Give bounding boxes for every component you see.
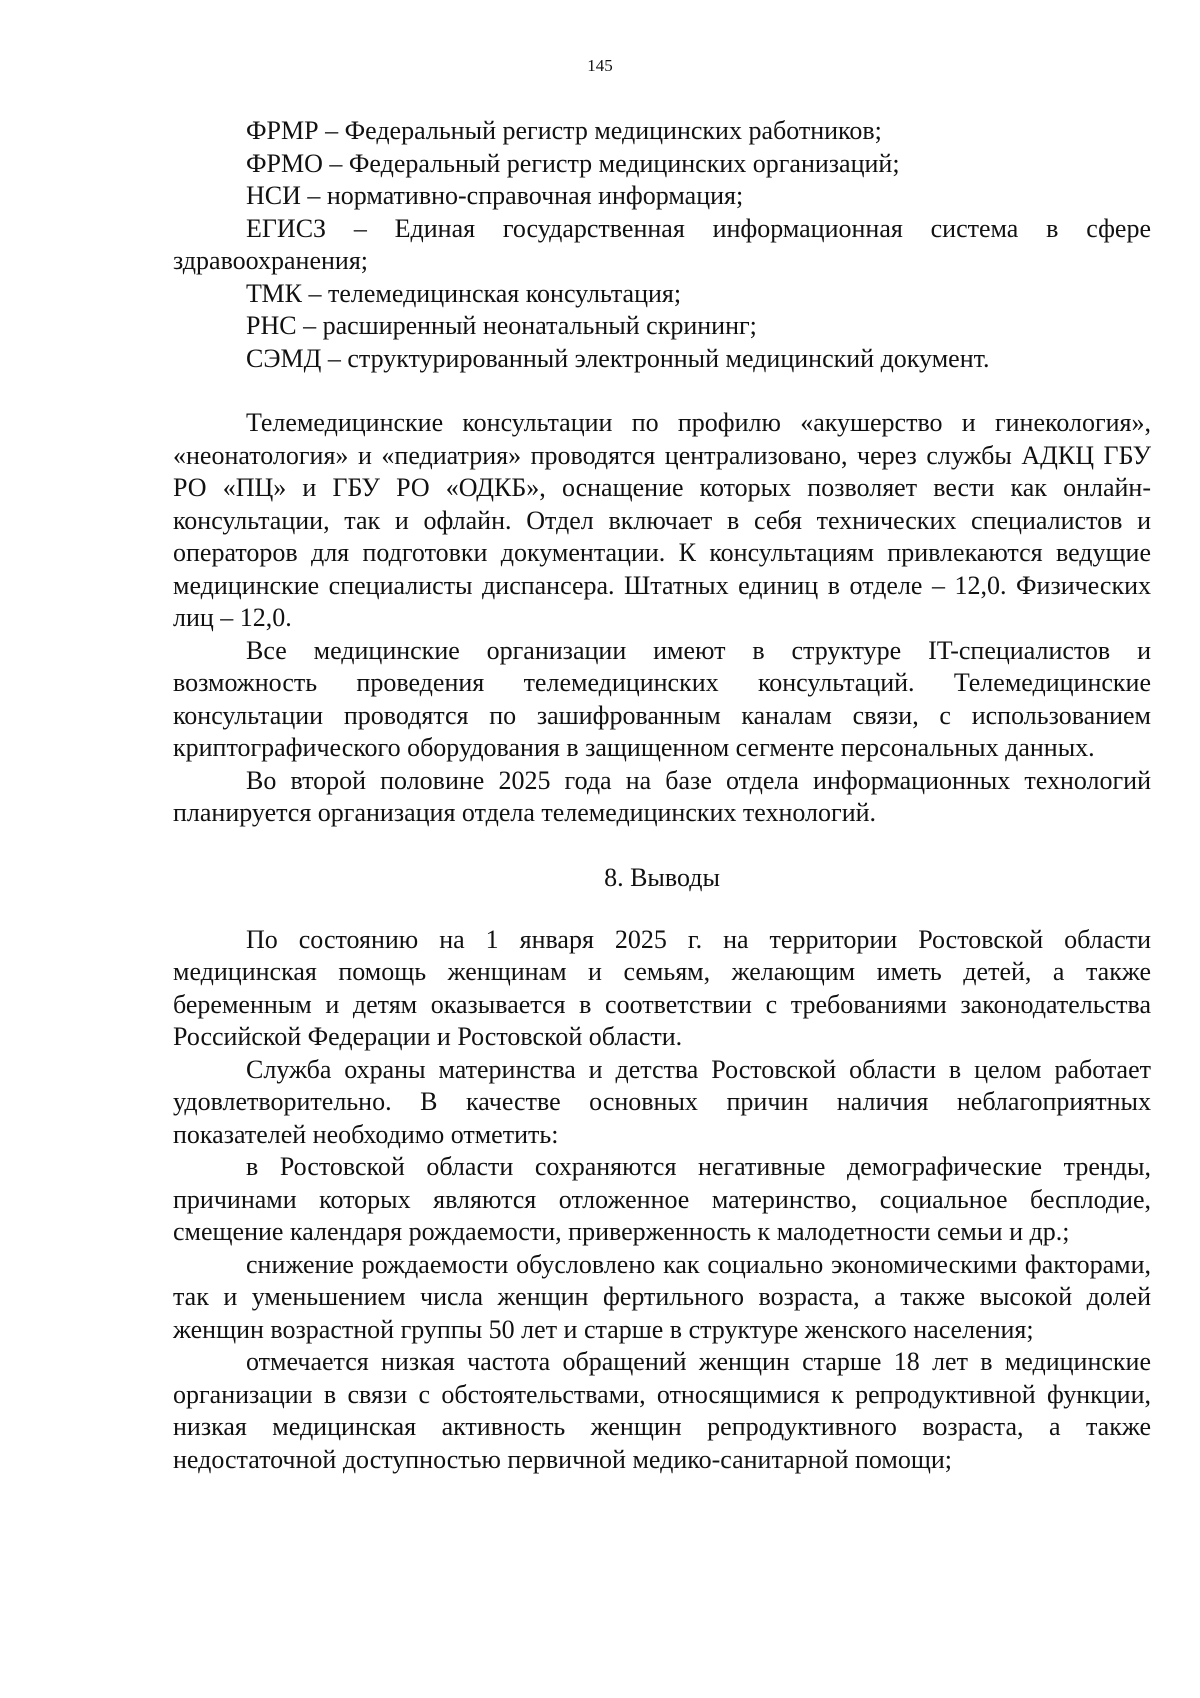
conclusions-section <box>173 924 1151 1477</box>
paragraph-conclusion-service: Служба охраны материнства и детства Ростовской области в целом работает удовлетворительно. В качестве основных причин наличия неблагоприятных показателей необходимо отметить: <box>173 1054 1151 1149</box>
telemedicine-section <box>173 407 1151 830</box>
abbreviation-frmr: ФРМР – Федеральный регистр медицинских работников; <box>246 116 882 145</box>
abbreviation-frmo: ФРМО – Федеральный регистр медицинских организаций; <box>246 148 900 178</box>
abbreviation-semd: СЭМД – структурированный электронный медицинский документ. <box>246 343 990 373</box>
paragraph-conclusion-activity: отмечается низкая частота обращений женщин старше 18 лет в медицинские организации в связи с обстоятельствами, относящимися к репродуктивной функции, низкая медицинская активность женщин репродуктивного возраста, а также недостаточной доступностью первичной медико-санитарной помощи; <box>173 1347 1151 1474</box>
abbreviation-tmk: ТМК – телемедицинская консультация; <box>246 278 682 308</box>
abbreviation-egisz: ЕГИСЗ – Единая государственная информационная система в сфере здравоохранения; <box>173 213 1151 275</box>
page-content <box>173 115 1151 1476</box>
paragraph-telemedicine-centralized: Телемедицинские консультации по профилю «акушерство и гинекология», «неонатология» и «педиатрия» проводятся централизовано, через службы АДКЦ ГБУ РО «ПЦ» и ГБУ РО «ОДКБ», оснащение которых позволяет вести как онлайн-консультации, так и офлайн. Отдел включает в себя технических специалистов и операторов для подготовки документации. К консультациям привлекаются ведущие медицинские специалисты диспансера. Штатных единиц в отделе – 12,0. Физических лиц – 12,0. <box>173 408 1151 632</box>
paragraph-telemedicine-plans: Во второй половине 2025 года на базе отдела информационных технологий планируется организация отдела телемедицинских технологий. <box>173 765 1151 827</box>
paragraph-conclusion-demography: в Ростовской области сохраняются негативные демографические тренды, причинами которых являются отложенное материнство, социальное бесплодие, смещение календаря рождаемости, приверженность к малодетности семьи и др.; <box>173 1152 1151 1246</box>
paragraph-telemedicine-organizations: Все медицинские организации имеют в структуре IT-специалистов и возможность проведения телемедицинских консультаций. Телемедицинские консультации проводятся по зашифрованным каналам связи, с использованием криптографического оборудования в защищенном сегменте персональных данных. <box>173 635 1151 762</box>
paragraph-conclusion-birthrate: снижение рождаемости обусловлено как социально экономическими факторами, так и уменьшением числа женщин фертильного возраста, а также высокой долей женщин возрастной группы 50 лет и старше в структуре женского населения; <box>173 1249 1151 1344</box>
section-title: 8. Выводы <box>604 862 720 892</box>
paragraph-conclusion-status: По состоянию на 1 января 2025 г. на территории Ростовской области медицинская помощь женщинам и семьям, желающим иметь детей, а также беременным и детям оказывается в соответствии с требованиями законодательства Российской Федерации и Ростовской области. <box>173 924 1151 1051</box>
abbreviation-rns: РНС – расширенный неонатальный скрининг; <box>246 311 757 340</box>
abbreviations-list <box>173 115 1151 375</box>
abbreviation-nsi: НСИ – нормативно-справочная информация; <box>246 181 744 210</box>
page-number: 145 <box>587 56 613 75</box>
